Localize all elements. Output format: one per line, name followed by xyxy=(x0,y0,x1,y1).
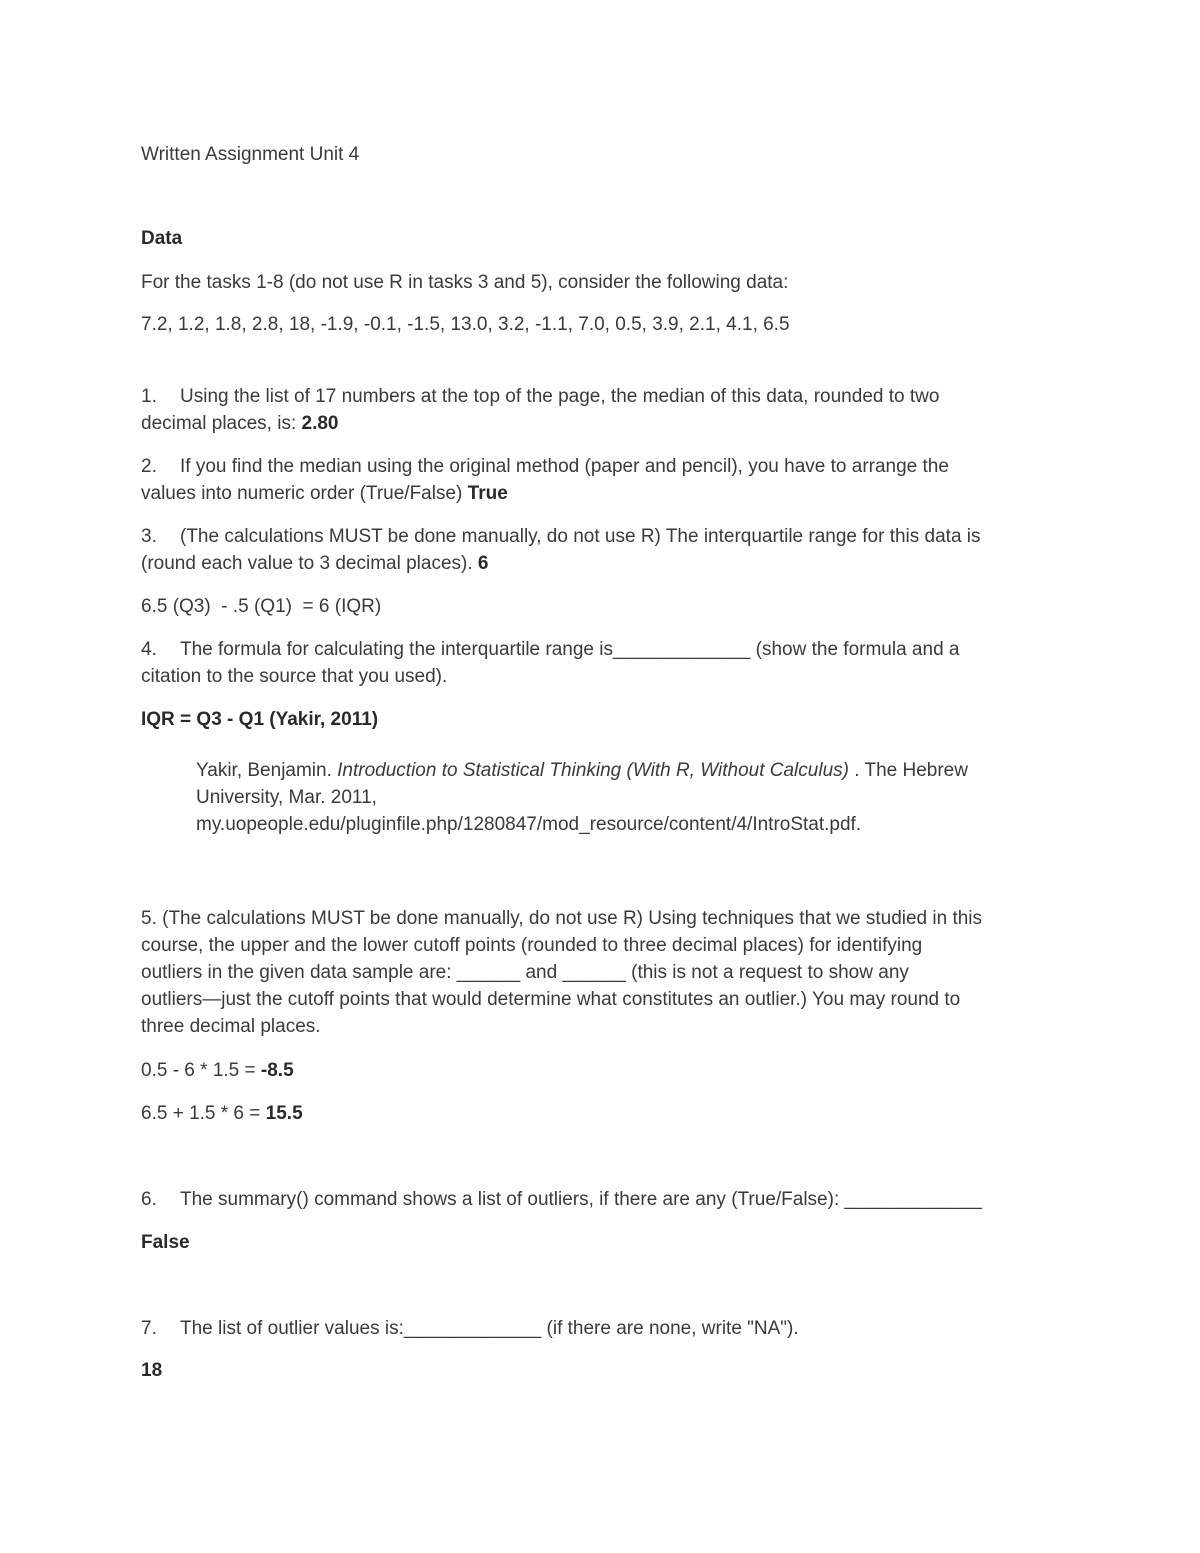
q5-line5: three decimal places. xyxy=(141,1016,321,1037)
q5-text xyxy=(141,905,1061,1040)
q4-line2: citation to the source that you used). xyxy=(141,666,448,687)
citation-line2: University, Mar. 2011, xyxy=(196,787,377,808)
citation-url[interactable]: my.uopeople.edu/pluginfile.php/1280847/mod_resource/content/4/IntroStat.pdf. xyxy=(196,814,862,835)
q1-line1 xyxy=(141,383,939,410)
q7-line xyxy=(141,1315,799,1342)
citation-author: Yakir, Benjamin. xyxy=(196,760,338,781)
q5-calc1: 0.5 - 6 * 1.5 = xyxy=(141,1060,261,1081)
q4-line1 xyxy=(141,636,959,663)
q2-answer: True xyxy=(467,483,508,504)
q5-line3: outliers in the given data sample are: ______ and ______ (this is not a request to show any xyxy=(141,962,909,983)
data-values: 7.2, 1.2, 1.8, 2.8, 18, -1.9, -0.1, -1.5, 13.0, 3.2, -1.1, 7.0, 0.5, 3.9, 2.1, 4.1, 6.5 xyxy=(141,314,790,335)
q7-answer: 18 xyxy=(141,1360,163,1381)
q3-answer: 6 xyxy=(477,553,489,574)
q3-line1 xyxy=(141,523,981,550)
citation-line1 xyxy=(196,757,1056,784)
q2-number: 2. xyxy=(141,456,157,477)
citation-publisher: . The Hebrew xyxy=(848,760,968,781)
q1-number: 1. xyxy=(141,386,157,407)
citation-title: Introduction to Statistical Thinking (With R, Without Calculus) xyxy=(337,760,849,781)
data-heading: Data xyxy=(141,228,183,249)
q7-text: The list of outlier values is:_____________ (if there are none, write "NA"). xyxy=(180,1318,799,1339)
q4-number: 4. xyxy=(141,639,157,660)
q4-text-1: The formula for calculating the interquartile range is_____________ (show the formula and a xyxy=(180,639,960,660)
q5-answer-upper: 15.5 xyxy=(265,1103,303,1124)
q2-line2 xyxy=(141,480,508,507)
q6-number: 6. xyxy=(141,1189,157,1210)
q3-text-2: (round each value to 3 decimal places). xyxy=(141,553,478,574)
q6-answer: False xyxy=(141,1232,190,1253)
q3-number: 3. xyxy=(141,526,157,547)
q1-line2 xyxy=(141,410,339,437)
q6-line xyxy=(141,1186,982,1213)
q3-line2 xyxy=(141,550,489,577)
q3-text-1: (The calculations MUST be done manually, do not use R) The interquartile range for this data is xyxy=(180,526,981,547)
q5-line2: course, the upper and the lower cutoff points (rounded to three decimal places) for identifying xyxy=(141,935,923,956)
citation xyxy=(196,757,1056,838)
q3-work: 6.5 (Q3) - .5 (Q1) = 6 (IQR) xyxy=(141,596,382,617)
q5-answer-lower: -8.5 xyxy=(260,1060,294,1081)
q5-calc-upper xyxy=(141,1100,303,1127)
q5-calc2: 6.5 + 1.5 * 6 = xyxy=(141,1103,266,1124)
q1-text-1: Using the list of 17 numbers at the top of the page, the median of this data, rounded to two xyxy=(180,386,940,407)
q4-answer: IQR = Q3 - Q1 (Yakir, 2011) xyxy=(141,709,379,730)
intro-text: For the tasks 1-8 (do not use R in tasks 3 and 5), consider the following data: xyxy=(141,272,789,293)
q2-text-2: values into numeric order (True/False) xyxy=(141,483,468,504)
q5-line4: outliers—just the cutoff points that would determine what constitutes an outlier.) You may round to xyxy=(141,989,961,1010)
q1-text-2: decimal places, is: xyxy=(141,413,302,434)
q5-calc-lower xyxy=(141,1057,294,1084)
q1-answer: 2.80 xyxy=(301,413,339,434)
q6-text: The summary() command shows a list of outliers, if there are any (True/False): _____________ xyxy=(180,1189,982,1210)
q5-line1: 5. (The calculations MUST be done manually, do not use R) Using techniques that we studied in this xyxy=(141,908,983,929)
page-title: Written Assignment Unit 4 xyxy=(141,144,360,165)
q7-number: 7. xyxy=(141,1318,157,1339)
q2-line1 xyxy=(141,453,949,480)
q2-text-1: If you find the median using the original method (paper and pencil), you have to arrange the xyxy=(180,456,949,477)
